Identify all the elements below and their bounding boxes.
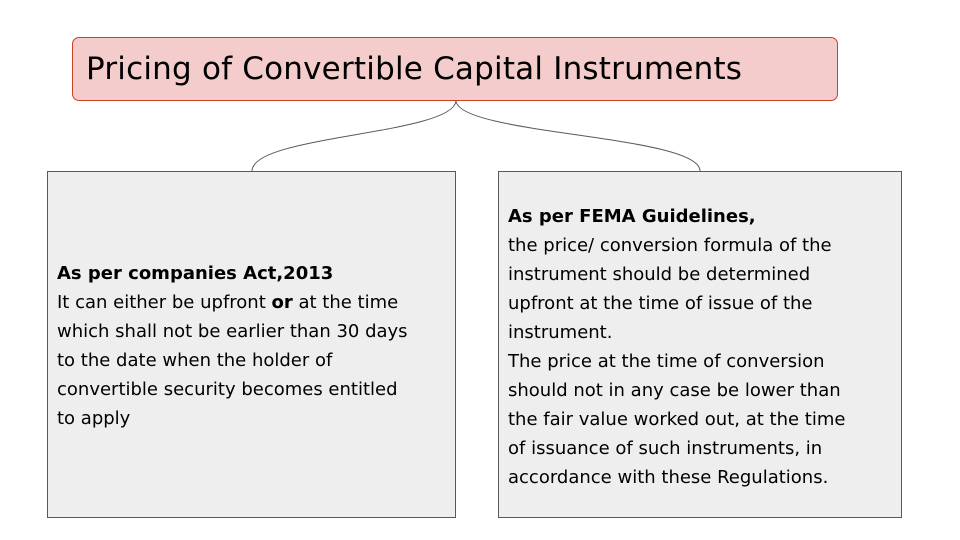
fema-guidelines-heading: As per FEMA Guidelines, <box>508 206 756 227</box>
title-node <box>72 37 838 101</box>
fema-line: of issuance of such instruments, in <box>508 438 823 459</box>
connector-to-left-box <box>252 101 456 171</box>
fema-guidelines-node <box>498 171 902 518</box>
companies-act-line: convertible security becomes entitled <box>57 379 398 400</box>
companies-act-line: to the date when the holder of <box>57 350 333 371</box>
companies-act-node <box>47 171 456 518</box>
diagram-title: Pricing of Convertible Capital Instruments <box>86 51 743 87</box>
fema-line: the price/ conversion formula of the <box>508 235 832 256</box>
fema-line: instrument. <box>508 322 613 343</box>
companies-act-line: which shall not be earlier than 30 days <box>57 321 408 342</box>
emphasis-or: or <box>271 292 293 313</box>
fema-line: should not in any case be lower than <box>508 380 841 401</box>
connector-to-right-box <box>456 101 700 171</box>
fema-line: accordance with these Regulations. <box>508 467 829 488</box>
companies-act-heading: As per companies Act,2013 <box>57 263 334 284</box>
fema-line: the fair value worked out, at the time <box>508 409 846 430</box>
fema-line: instrument should be determined <box>508 264 811 285</box>
companies-act-line-1: It can either be upfront or at the time <box>57 292 399 313</box>
companies-act-line: to apply <box>57 408 131 429</box>
fema-line: upfront at the time of issue of the <box>508 293 813 314</box>
fema-line: The price at the time of conversion <box>508 351 825 372</box>
